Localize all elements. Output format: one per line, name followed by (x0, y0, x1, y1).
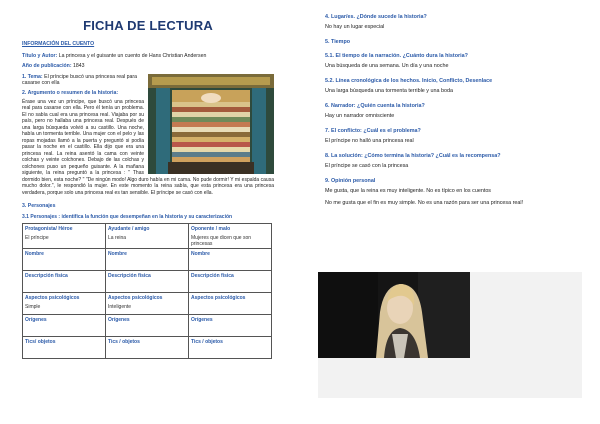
cell-label: Nombre (25, 250, 44, 257)
table-cell (23, 337, 106, 359)
theme-value: El príncipe buscó una princesa real para casarse con ella (22, 73, 137, 87)
cell-value: Inteligente (108, 303, 132, 310)
cell-label: Descripción física (108, 272, 151, 279)
right-column (325, 14, 587, 215)
cell-label: Orígenes (191, 316, 213, 323)
table-row (23, 224, 272, 249)
question-narrator: 6. Narrador: ¿Quién cuenta la historia? (325, 103, 425, 109)
answer-solution: El príncipe se casó con la princesa (325, 163, 409, 169)
table-cell (189, 249, 272, 271)
info-heading: INFORMACIÓN DEL CUENTO (22, 41, 95, 47)
cell-label: Aspectos psicológicos (108, 294, 163, 301)
table-cell (106, 293, 189, 315)
table-row (23, 337, 272, 359)
answer-opinion-1: Me gusta, que la reina es muy inteligente. No es típico en los cuentos (325, 188, 492, 194)
cell-label: Aspectos psicológicos (25, 294, 80, 301)
answer-place: No hay un lugar especial (325, 24, 385, 30)
characters-heading: 3. Personajes (22, 203, 56, 210)
question-opinion: 9. Opinión personal (325, 178, 376, 184)
question-duration: 5.1. El tiempo de la narración. ¿Cuánto dura la historia? (325, 53, 468, 59)
question-timeline: 5.2. Línea cronológica de los hechos. Inicio, Conflicto, Desenlace (325, 78, 493, 84)
table-row (23, 315, 272, 337)
year-label: Año de publicación: (22, 63, 72, 70)
summary-block (22, 74, 274, 196)
table-cell (23, 249, 106, 271)
argument-heading: 2. Argumento o resumen de la historia: (22, 89, 119, 96)
page-title: FICHA DE LECTURA (83, 18, 213, 33)
table-row (23, 249, 272, 271)
answer-duration: Una búsqueda de una semana. Un día y una noche (325, 63, 449, 69)
cell-label: Oponente / malo (191, 225, 231, 232)
title-author-line (22, 53, 274, 59)
cell-label: Nombre (191, 250, 210, 257)
table-cell (189, 224, 272, 249)
cell-value: La reina (108, 234, 127, 241)
cell-label: Tics/ objetos (25, 338, 56, 345)
painting-image (148, 74, 274, 174)
table-cell (189, 271, 272, 293)
left-column (22, 14, 274, 359)
cell-label: Orígenes (108, 316, 130, 323)
answer-opinion-2: No me gusta que el fin es muy simple. No es una razón para ser una princesa real! (325, 200, 524, 206)
person-photo-icon (318, 272, 470, 358)
characters-subheading: 3.1 Personajes : identifica la función que desempeñan en la historia y su caracterización (22, 214, 233, 221)
cell-label: Ayudante / amigo (108, 225, 150, 232)
cell-label: Nombre (108, 250, 127, 257)
answer-timeline: Una larga búsqueda una tormenta terrible y una boda (325, 88, 453, 94)
year-value: 1843 (71, 63, 85, 70)
cell-label: Tics / objetos (108, 338, 140, 345)
theme-label: 1. Tema: (22, 73, 43, 80)
table-cell (189, 315, 272, 337)
cell-label: Descripción física (25, 272, 68, 279)
cell-value: El príncipe (25, 234, 49, 241)
table-cell (106, 315, 189, 337)
table-cell (106, 224, 189, 249)
table-cell (23, 315, 106, 337)
table-cell (106, 249, 189, 271)
characters-table (22, 223, 272, 359)
photo-area (318, 272, 582, 398)
cell-label: Protagonista/ Héroe (25, 225, 73, 232)
bed-painting-icon (148, 74, 274, 174)
cell-label: Orígenes (25, 316, 47, 323)
summary-text: Érase una vez un príncipe, que buscó una princesa real para casarse con ella. Pero él tenía un problema. El no sabía cual era una princesa real. Viajaba por su país, pero no hallaba una princesa real. Después de una larga búsqueda volvió a su castillo. Una noche, había un tormenta terrible. Una mujer con el pelo y las ropas mojadas llamó a la puerta y preguntó si podía pasar la noche en el castillo. Ella dijo que era una princesa real. La reina asentó la cama con veinte colchas y veinte colchones. Debajo de las colchas y colchones puso un pequeño guisante. A la mañana siguiente, la reina preguntó a la princesa : " Thas dormido bien, esta noche? " "De ningún modo! Algo duro había en mi cama. No pude dormir! Y mi espalda causa mucho dolor.", le respondió la mujer. En este momento la reina sabía, que esta princesa era una princesa verdadera, porque solo una princesa real es tan sensible. El príncipe se casó con ella. (22, 98, 274, 196)
table-cell (189, 293, 272, 315)
answer-narrator: Hay un narrador omnisciente (325, 113, 395, 119)
answer-conflict: El príncipe no halló una princesa real (325, 138, 414, 144)
title-author-label: Título y Autor: (22, 53, 58, 59)
title-author-value: La princesa y el guisante un cuento de Hans Christian Andersen (57, 53, 207, 59)
cell-label: Aspectos psicológicos (191, 294, 246, 301)
cell-label: Descripción física (191, 272, 234, 279)
table-cell (189, 337, 272, 359)
cell-value: Mujeres que dicen que son princesas (191, 234, 252, 247)
table-cell (23, 271, 106, 293)
table-row (23, 293, 272, 315)
question-time: 5. Tiempo (325, 39, 351, 45)
question-solution: 8. La solución: ¿Cómo termina la historia? ¿Cuál es la recompensa? (325, 153, 501, 159)
table-cell (106, 271, 189, 293)
question-place: 4. Lugar/es. ¿Dónde sucede la historia? (325, 14, 427, 20)
student-photo (318, 272, 470, 358)
cell-value: Simple (25, 303, 41, 310)
cell-label: Tics / objetos (191, 338, 223, 345)
table-cell (23, 224, 106, 249)
question-conflict: 7. El conflicto: ¿Cuál es el problema? (325, 128, 421, 134)
table-cell (23, 293, 106, 315)
table-cell (106, 337, 189, 359)
table-row (23, 271, 272, 293)
year-line (22, 63, 274, 69)
